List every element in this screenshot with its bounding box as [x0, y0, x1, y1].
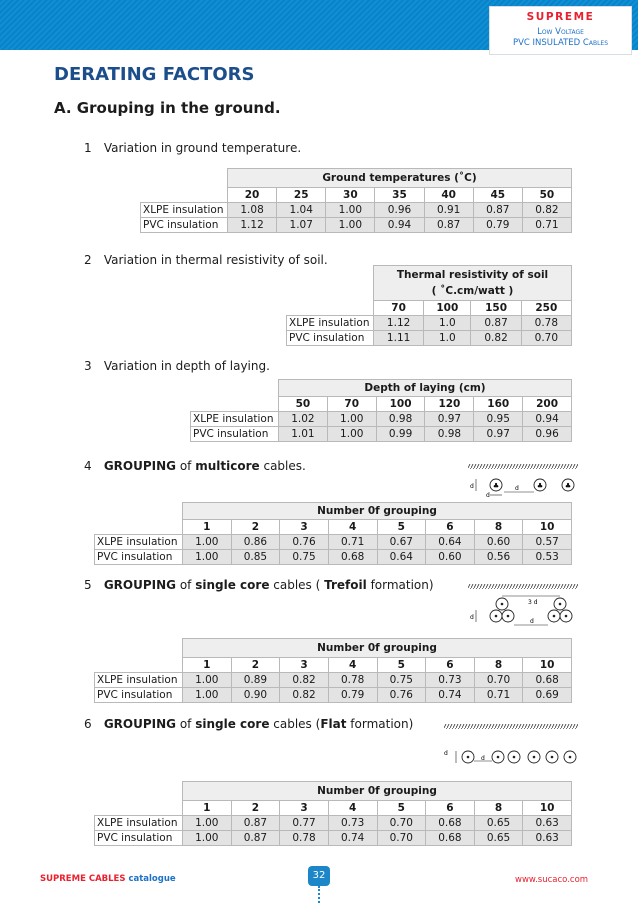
table-row [95, 831, 572, 846]
table-blank [95, 503, 183, 520]
cell: 0.71 [522, 218, 571, 233]
brand-box [489, 6, 632, 55]
footer-url[interactable]: www.sucaco.com [515, 875, 589, 885]
cell: 0.96 [523, 427, 572, 442]
cell: 0.64 [426, 535, 475, 550]
table-ground-temperature [140, 168, 572, 233]
item-4 [84, 459, 306, 473]
table-blank [141, 188, 228, 203]
item-5 [84, 578, 434, 592]
item-5-of: of [176, 578, 196, 592]
cable-core [551, 756, 554, 759]
page-title: DERATING FACTORS [54, 64, 255, 85]
item-1-number: 1 [84, 141, 92, 155]
table-header: Depth of laying (cm) [279, 380, 572, 397]
col-header: 120 [425, 397, 474, 412]
table-multicore-grouping [94, 502, 572, 565]
dimension-label: d [530, 618, 534, 625]
table-header: Number 0f grouping [183, 782, 572, 801]
table-header [374, 266, 572, 301]
page-number-line [318, 886, 322, 903]
ground-surface [468, 464, 578, 469]
cell: 0.60 [474, 535, 523, 550]
item-6-of: of [176, 717, 196, 731]
col-header: 2 [231, 520, 280, 535]
table-blank [287, 301, 374, 316]
col-header: 2 [231, 658, 280, 673]
cell: 1.00 [183, 535, 232, 550]
cell: 1.01 [279, 427, 328, 442]
cell: 1.00 [326, 203, 375, 218]
item-6-grouping: GROUPING [103, 717, 177, 731]
cell: 1.11 [374, 331, 424, 346]
col-header: 2 [231, 801, 280, 816]
cell: 0.86 [231, 535, 280, 550]
item-6-cables: cables ( [269, 717, 321, 731]
table-row [95, 673, 572, 688]
cable-core [559, 603, 562, 606]
page-number: 32 [308, 866, 330, 886]
cell: 1.00 [327, 427, 376, 442]
cell: 0.65 [474, 831, 523, 846]
table-blank [95, 520, 183, 535]
col-header: 20 [228, 188, 277, 203]
cell: 1.00 [327, 412, 376, 427]
item-5-grouping: GROUPING [103, 578, 177, 592]
cell: 0.75 [280, 550, 329, 565]
footer-brand [40, 874, 176, 884]
cell: 0.74 [426, 688, 475, 703]
col-header: 150 [471, 301, 521, 316]
table-blank [141, 169, 228, 188]
row-label: XLPE insulation [141, 203, 228, 218]
item-4-number: 4 [84, 459, 92, 473]
table-row [95, 816, 572, 831]
cell: 1.02 [279, 412, 328, 427]
item-4-rest: cables. [259, 459, 306, 473]
cell: 0.98 [376, 412, 425, 427]
cell: 0.85 [231, 550, 280, 565]
table-row [141, 218, 572, 233]
cable-core [507, 615, 510, 618]
cell: 0.68 [523, 673, 572, 688]
row-label: PVC insulation [191, 427, 279, 442]
cell: 0.68 [426, 816, 475, 831]
col-header: 100 [424, 301, 471, 316]
brand-line-2: PVC INSULATED Cables [512, 38, 609, 48]
col-header: 6 [426, 520, 475, 535]
footer-catalogue: catalogue [125, 874, 176, 884]
col-header: 1 [183, 520, 232, 535]
cell: 1.00 [183, 550, 232, 565]
cell: 0.79 [328, 688, 377, 703]
flat-grouping-diagram [438, 722, 583, 772]
cell: 1.08 [228, 203, 277, 218]
cell: 0.87 [471, 316, 521, 331]
col-header: 8 [474, 658, 523, 673]
cell: 0.67 [377, 535, 426, 550]
cell: 0.70 [377, 831, 426, 846]
col-header: 70 [374, 301, 424, 316]
item-6-number: 6 [84, 717, 92, 731]
cable-core [497, 756, 500, 759]
table-header: Number 0f grouping [183, 639, 572, 658]
row-label: XLPE insulation [191, 412, 279, 427]
cell: 0.76 [280, 535, 329, 550]
col-header: 35 [375, 188, 424, 203]
cell: 1.00 [183, 673, 232, 688]
cable-core [495, 615, 498, 618]
table-row [287, 316, 572, 331]
table-blank [95, 782, 183, 801]
dimension-label: d [481, 755, 485, 762]
item-6-flat: Flat [320, 717, 347, 731]
cell: 0.69 [523, 688, 572, 703]
brand-line-1: Low Voltage [537, 27, 584, 37]
row-label: PVC insulation [287, 331, 374, 346]
item-6-formation: formation) [346, 717, 414, 731]
item-5-single-core: single core [195, 578, 270, 592]
item-1-text: Variation in ground temperature. [103, 141, 302, 155]
cell: 1.00 [183, 816, 232, 831]
dimension-label: d [444, 750, 448, 757]
cell: 0.98 [425, 427, 474, 442]
row-label: PVC insulation [95, 550, 183, 565]
col-header: 50 [279, 397, 328, 412]
cable-core [565, 615, 568, 618]
item-3-number: 3 [84, 359, 92, 373]
cell: 0.75 [377, 673, 426, 688]
cell: 0.65 [474, 816, 523, 831]
cell: 0.94 [523, 412, 572, 427]
cell: 0.89 [231, 673, 280, 688]
cable-core [467, 756, 470, 759]
cell: 1.00 [326, 218, 375, 233]
cable-core [513, 756, 516, 759]
col-header: 4 [328, 801, 377, 816]
col-header: 200 [523, 397, 572, 412]
col-header: 45 [473, 188, 522, 203]
cell: 0.91 [424, 203, 473, 218]
col-header: 25 [277, 188, 326, 203]
ground-surface [468, 584, 578, 589]
dimension-label: d [470, 614, 474, 621]
col-header: 250 [521, 301, 571, 316]
row-label: XLPE insulation [95, 673, 183, 688]
col-header: 40 [424, 188, 473, 203]
row-label: PVC insulation [141, 218, 228, 233]
col-header: 10 [523, 520, 572, 535]
cell: 0.78 [328, 673, 377, 688]
item-5-trefoil: Trefoil [324, 578, 367, 592]
table-blank [287, 266, 374, 301]
item-3-text: Variation in depth of laying. [103, 359, 270, 373]
cell: 0.82 [471, 331, 521, 346]
cell: 0.87 [424, 218, 473, 233]
dimension-label: d [515, 485, 519, 492]
cell: 0.71 [328, 535, 377, 550]
row-label: XLPE insulation [95, 816, 183, 831]
table-trefoil-grouping [94, 638, 572, 703]
cable-trefoil-symbol: ♣ [492, 482, 500, 490]
col-header: 10 [523, 801, 572, 816]
cell: 0.63 [523, 831, 572, 846]
cell: 1.00 [183, 688, 232, 703]
table-flat-grouping [94, 781, 572, 846]
cell: 0.68 [328, 550, 377, 565]
cell: 0.78 [521, 316, 571, 331]
row-label: PVC insulation [95, 831, 183, 846]
col-header: 8 [474, 520, 523, 535]
col-header: 4 [328, 658, 377, 673]
cell: 0.79 [473, 218, 522, 233]
cable-core [553, 615, 556, 618]
header-line-1: Thermal resistivity of soil [396, 269, 549, 281]
cell: 0.74 [328, 831, 377, 846]
col-header: 160 [474, 397, 523, 412]
table-row [191, 412, 572, 427]
dimension-label: d [470, 483, 474, 490]
item-5-formation: formation) [366, 578, 434, 592]
cable-core [569, 756, 572, 759]
cable-trefoil-symbol: ♣ [564, 482, 572, 490]
cell: 0.64 [377, 550, 426, 565]
cell: 0.57 [523, 535, 572, 550]
col-header: 10 [523, 658, 572, 673]
brand-name: SUPREME [526, 11, 595, 23]
table-blank [95, 639, 183, 658]
dimension-label: d [486, 492, 490, 498]
col-header: 8 [474, 801, 523, 816]
cell: 1.04 [277, 203, 326, 218]
cell: 0.78 [280, 831, 329, 846]
cell: 0.87 [473, 203, 522, 218]
col-header: 5 [377, 658, 426, 673]
cell: 0.68 [426, 831, 475, 846]
table-row [191, 427, 572, 442]
section-subtitle: A. Grouping in the ground. [54, 99, 281, 117]
table-header: Ground temperatures (˚C) [228, 169, 572, 188]
table-row [287, 331, 572, 346]
col-header: 1 [183, 658, 232, 673]
table-blank [95, 801, 183, 816]
trefoil-grouping-diagram [462, 582, 582, 632]
cell: 0.82 [280, 688, 329, 703]
col-header: 4 [328, 520, 377, 535]
table-row [95, 535, 572, 550]
cell: 0.70 [521, 331, 571, 346]
cell: 0.87 [231, 831, 280, 846]
item-5-cables: cables ( [269, 578, 325, 592]
cable-core [533, 756, 536, 759]
cell: 0.97 [474, 427, 523, 442]
cell: 0.63 [523, 816, 572, 831]
col-header: 5 [377, 520, 426, 535]
table-header: Number 0f grouping [183, 503, 572, 520]
cell: 1.12 [228, 218, 277, 233]
cell: 0.73 [328, 816, 377, 831]
table-depth-of-laying [190, 379, 572, 442]
row-label: XLPE insulation [287, 316, 374, 331]
cell: 0.70 [474, 673, 523, 688]
row-label: PVC insulation [95, 688, 183, 703]
item-6-single-core: single core [195, 717, 270, 731]
cell: 0.96 [375, 203, 424, 218]
item-4-grouping: GROUPING [103, 459, 177, 473]
cell: 1.0 [424, 331, 471, 346]
item-1 [84, 141, 301, 155]
cell: 0.76 [377, 688, 426, 703]
table-blank [191, 397, 279, 412]
cell: 0.70 [377, 816, 426, 831]
item-4-multicore: multicore [195, 459, 260, 473]
cell: 0.77 [280, 816, 329, 831]
col-header: 3 [280, 520, 329, 535]
cell: 1.00 [183, 831, 232, 846]
cell: 0.94 [375, 218, 424, 233]
row-label: XLPE insulation [95, 535, 183, 550]
table-row [141, 203, 572, 218]
item-5-number: 5 [84, 578, 92, 592]
dimension-label: 3 d [528, 599, 538, 606]
cell: 0.73 [426, 673, 475, 688]
col-header: 70 [327, 397, 376, 412]
cell: 0.99 [376, 427, 425, 442]
table-row [95, 688, 572, 703]
col-header: 1 [183, 801, 232, 816]
cell: 0.90 [231, 688, 280, 703]
multicore-grouping-diagram [462, 462, 582, 498]
col-header: 6 [426, 658, 475, 673]
item-2-text: Variation in thermal resistivity of soil. [103, 253, 328, 267]
cell: 1.07 [277, 218, 326, 233]
cell: 1.0 [424, 316, 471, 331]
cell: 0.95 [474, 412, 523, 427]
item-4-of: of [176, 459, 196, 473]
cell: 0.87 [231, 816, 280, 831]
item-3 [84, 359, 270, 373]
col-header: 3 [280, 658, 329, 673]
cell: 0.60 [426, 550, 475, 565]
cell: 0.82 [522, 203, 571, 218]
table-thermal-resistivity [286, 265, 572, 346]
item-2-number: 2 [84, 253, 92, 267]
col-header: 100 [376, 397, 425, 412]
cell: 0.82 [280, 673, 329, 688]
ground-surface [444, 724, 578, 729]
cell: 0.97 [425, 412, 474, 427]
item-6 [84, 717, 413, 731]
table-blank [191, 380, 279, 397]
footer-brand-name: SUPREME CABLES [40, 874, 126, 884]
cell: 1.12 [374, 316, 424, 331]
col-header: 5 [377, 801, 426, 816]
cable-core [501, 603, 504, 606]
col-header: 3 [280, 801, 329, 816]
col-header: 6 [426, 801, 475, 816]
table-row [95, 550, 572, 565]
cell: 0.71 [474, 688, 523, 703]
cable-trefoil-symbol: ♣ [536, 482, 544, 490]
col-header: 30 [326, 188, 375, 203]
cell: 0.53 [523, 550, 572, 565]
col-header: 50 [522, 188, 571, 203]
cell: 0.56 [474, 550, 523, 565]
table-blank [95, 658, 183, 673]
header-line-2: ( ˚C.cm/watt ) [431, 285, 514, 297]
